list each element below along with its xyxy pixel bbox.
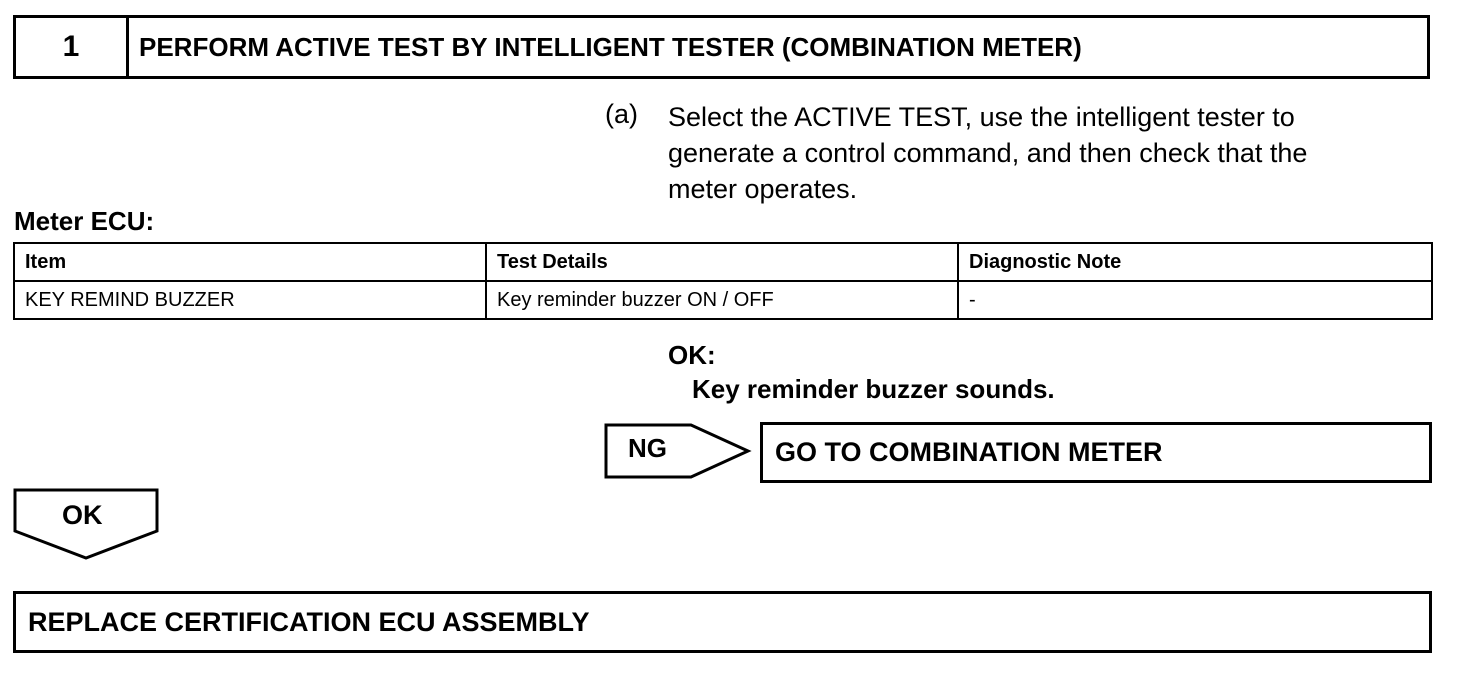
instruction-line: meter operates. xyxy=(668,174,858,204)
step-header xyxy=(13,15,1430,79)
instruction-line: generate a control command, and then check that the xyxy=(668,138,1308,168)
ng-arrow-icon xyxy=(603,422,753,480)
table-header-row xyxy=(14,243,1432,281)
instruction-text xyxy=(668,99,1428,207)
ok-result-label: OK: xyxy=(668,340,716,370)
ng-action-box: GO TO COMBINATION METER xyxy=(760,422,1432,483)
instruction-marker: (a) xyxy=(605,99,638,129)
table-cell-test-details: Key reminder buzzer ON / OFF xyxy=(486,281,958,319)
instruction-line: Select the ACTIVE TEST, use the intelligent tester to xyxy=(668,102,1295,132)
table-cell-item: KEY REMIND BUZZER xyxy=(14,281,486,319)
column-header-test-details: Test Details xyxy=(486,243,958,281)
section-label: Meter ECU: xyxy=(14,206,155,236)
table-row xyxy=(14,281,1432,319)
active-test-table xyxy=(13,242,1433,320)
table-cell-diagnostic-note: - xyxy=(958,281,1432,319)
column-header-diagnostic-note: Diagnostic Note xyxy=(958,243,1432,281)
step-number: 1 xyxy=(16,18,129,76)
column-header-item: Item xyxy=(14,243,486,281)
ok-action-box: REPLACE CERTIFICATION ECU ASSEMBLY xyxy=(13,591,1432,653)
ok-branch-label: OK xyxy=(62,500,103,530)
ok-result-text: Key reminder buzzer sounds. xyxy=(692,374,1055,404)
step-title: PERFORM ACTIVE TEST BY INTELLIGENT TESTER (COMBINATION METER) xyxy=(139,31,1082,62)
ng-branch-label: NG xyxy=(628,433,667,463)
